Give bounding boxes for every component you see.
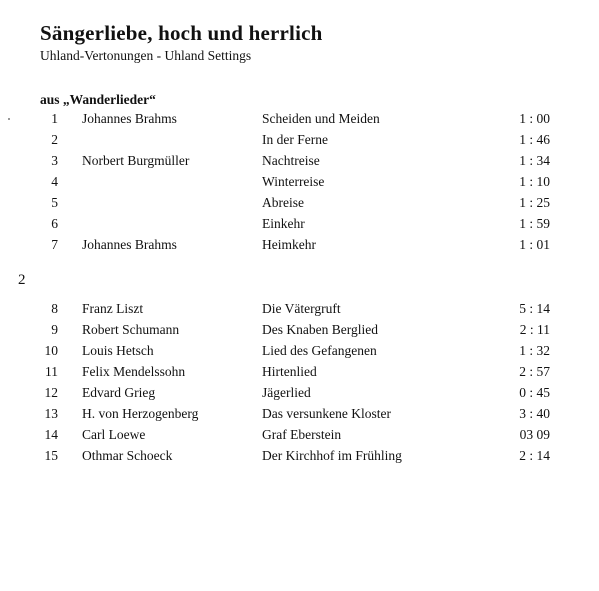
track-work: Heimkehr [262,237,316,252]
track-work: Graf Eberstein [262,427,342,442]
track-duration: 2 : 57 [519,364,550,379]
track-work: Einkehr [262,216,305,231]
track-row [0,448,599,469]
track-row [0,153,599,174]
track-number: 10 [44,343,58,358]
track-number: 13 [44,406,58,421]
track-composer: Norbert Burgmüller [82,153,190,168]
track-number: 7 [51,237,58,252]
track-number: 8 [51,301,58,316]
track-work: Scheiden und Meiden [262,111,380,126]
track-row [0,301,599,322]
track-composer: Edvard Grieg [82,385,156,400]
track-row [0,343,599,364]
track-work: Jägerlied [262,385,311,400]
track-work: Nachtreise [262,153,320,168]
track-composer: Carl Loewe [82,427,146,442]
track-row [0,406,599,427]
track-work: Winterreise [262,174,325,189]
track-row [0,385,599,406]
track-number: 5 [51,195,58,210]
track-composer: Franz Liszt [82,301,144,316]
track-number: 6 [51,216,58,231]
page-title: Sängerliebe, hoch und herrlich [40,21,323,45]
track-work: In der Ferne [262,132,328,147]
track-number: 15 [44,448,58,463]
track-work: Die Vätergruft [262,301,341,316]
track-duration: 1 : 34 [519,153,550,168]
track-duration: 1 : 10 [519,174,550,189]
track-composer: Felix Mendelssohn [82,364,186,379]
track-row [0,322,599,343]
track-number: 2 [51,132,58,147]
track-duration: 1 : 01 [519,237,550,252]
track-duration: 5 : 14 [519,301,550,316]
track-number: 3 [51,153,58,168]
track-duration: 1 : 25 [519,195,550,210]
track-composer: H. von Herzogenberg [82,406,199,421]
track-number: 4 [51,174,58,189]
track-duration: 2 : 11 [519,322,550,337]
track-duration: 2 : 14 [519,448,550,463]
track-work: Abreise [262,195,304,210]
track-number: 12 [44,385,58,400]
track-row [0,427,599,448]
track-row [0,237,599,258]
track-composer: Othmar Schoeck [82,448,173,463]
track-row [0,364,599,385]
track-number: 1 [51,111,58,126]
track-duration: 03 09 [519,427,550,442]
track-row [0,132,599,153]
section-heading: aus „Wanderlieder“ [40,92,156,107]
track-composer: Johannes Brahms [82,111,177,126]
track-composer: Louis Hetsch [82,343,154,358]
track-composer: Robert Schumann [82,322,180,337]
track-number: 14 [44,427,58,442]
track-row [0,195,599,216]
track-duration: 1 : 00 [519,111,550,126]
track-row [0,174,599,195]
track-duration: 1 : 59 [519,216,550,231]
page-subtitle: Uhland-Vertonungen - Uhland Settings [40,48,252,63]
track-duration: 1 : 32 [519,343,550,358]
track-row [0,111,599,132]
track-work: Der Kirchhof im Frühling [262,448,402,463]
track-work: Hirtenlied [262,364,317,379]
track-composer: Johannes Brahms [82,237,177,252]
track-work: Das versunkene Kloster [262,406,391,421]
track-row [0,216,599,237]
track-duration: 3 : 40 [519,406,550,421]
track-number: 9 [51,322,58,337]
track-duration: 0 : 45 [519,385,550,400]
track-work: Des Knaben Berglied [262,322,378,337]
track-work: Lied des Gefangenen [262,343,377,358]
track-duration: 1 : 46 [519,132,550,147]
disc-number: 2 [18,272,26,288]
track-number: 11 [45,364,58,379]
